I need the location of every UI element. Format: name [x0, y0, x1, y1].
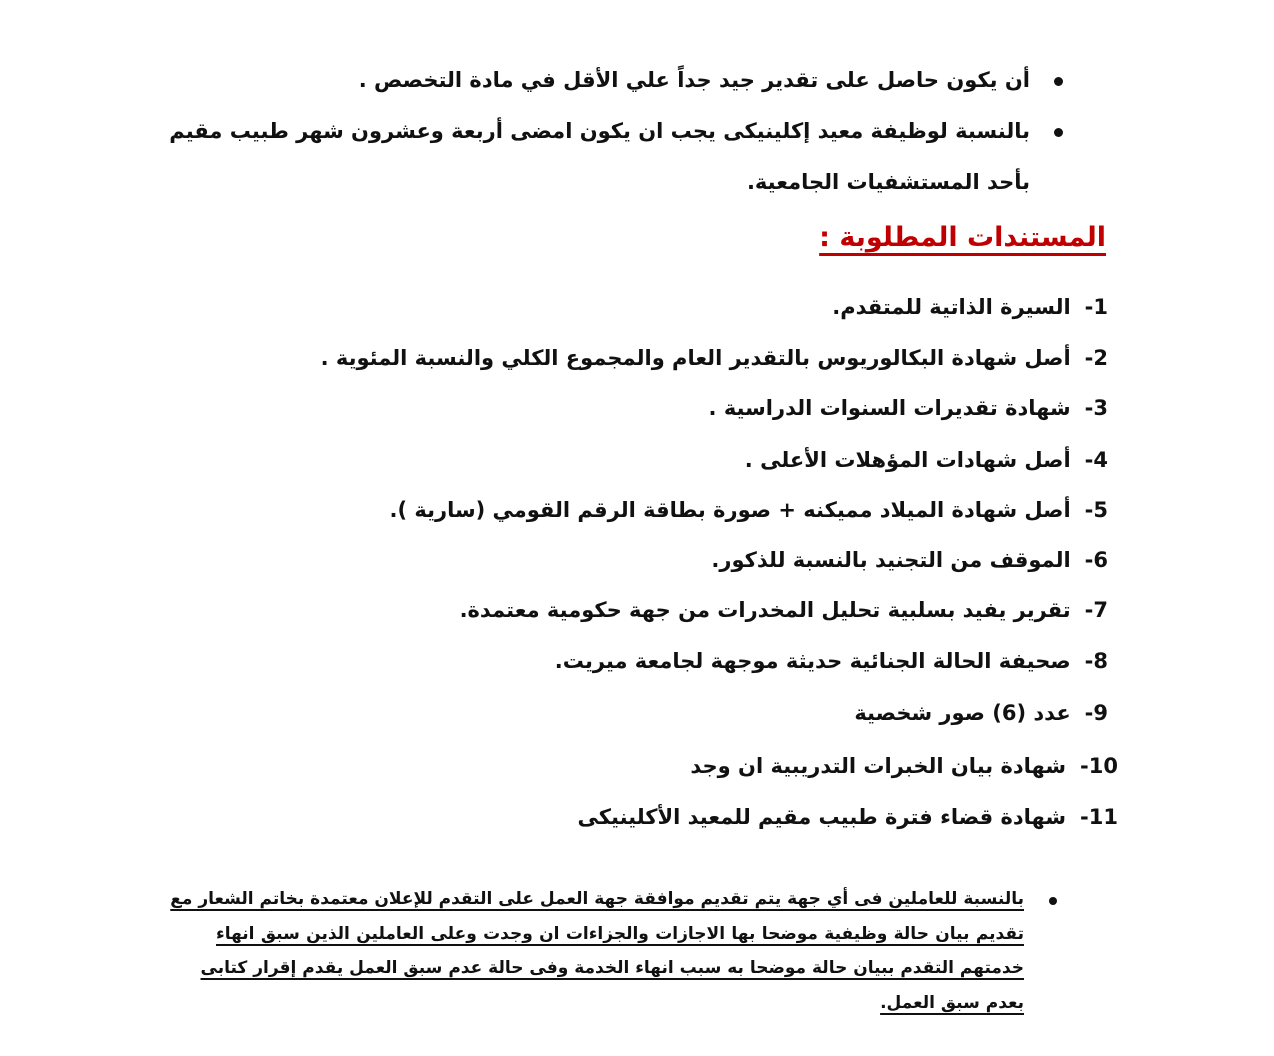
item-text: أصل شهادات المؤهلات الأعلى .	[744, 448, 1071, 472]
note-line: بعدم سبق العمل.	[880, 993, 1024, 1013]
item-number: -6	[1084, 548, 1108, 572]
bullet-icon	[1054, 128, 1063, 137]
item-number: -9	[1084, 701, 1108, 725]
list-item	[711, 550, 1108, 571]
note-line: بالنسبة للعاملين فى أي جهة يتم تقديم موافقة جهة العمل على التقدم للإعلان معتمدة بخاتم الشعار مع	[170, 889, 1024, 909]
item-number: -3	[1084, 396, 1108, 420]
item-text: صحيفة الحالة الجنائية حديثة موجهة لجامعة ميريت.	[554, 649, 1071, 673]
list-item	[460, 600, 1108, 621]
list-item	[389, 500, 1108, 521]
item-text: الموقف من التجنيد بالنسبة للذكور.	[711, 548, 1071, 572]
item-text: أصل شهادة الميلاد مميكنه + صورة بطاقة الرقم القومي (سارية ).	[389, 498, 1071, 522]
item-text: السيرة الذاتية للمتقدم.	[832, 295, 1071, 319]
list-item	[321, 348, 1108, 369]
item-number: -1	[1084, 295, 1108, 319]
item-text: أصل شهادة البكالوريوس بالتقدير العام والمجموع الكلي والنسبة المئوية .	[320, 346, 1071, 370]
list-item	[745, 450, 1108, 471]
documents-heading: المستندات المطلوبة :	[819, 222, 1106, 253]
item-number: -2	[1084, 346, 1108, 370]
item-number: -7	[1084, 598, 1108, 622]
item-number: -11	[1080, 805, 1118, 829]
requirement-clinical-residency-line1: بالنسبة لوظيفة معيد إكلينيكى يجب ان يكون امضى أربعة وعشرون شهر طبيب مقيم	[169, 119, 1030, 143]
item-number: -5	[1084, 498, 1108, 522]
list-item	[709, 398, 1108, 419]
item-text: تقرير يفيد بسلبية تحليل المخدرات من جهة حكومية معتمدة.	[459, 598, 1071, 622]
item-text: شهادة قضاء فترة طبيب مقيم للمعيد الأكلينيكى	[577, 805, 1067, 829]
requirement-clinical-residency-line2: بأحد المستشفيات الجامعية.	[746, 170, 1030, 194]
requirement-grade: أن يكون حاصل على تقدير جيد جداً علي الأقل في مادة التخصص .	[358, 68, 1030, 92]
list-item	[578, 807, 1118, 828]
item-text: شهادة بيان الخبرات التدريبية ان وجد	[690, 754, 1067, 778]
note-line: خدمتهم التقدم ببيان حالة موضحا به سبب انهاء الخدمة وفى حالة عدم سبق العمل يقدم إقرار كتابى	[200, 958, 1024, 978]
item-number: -8	[1084, 649, 1108, 673]
list-item	[555, 651, 1108, 672]
item-text: شهادة تقديرات السنوات الدراسية .	[708, 396, 1071, 420]
list-item	[690, 756, 1118, 777]
item-number: -4	[1084, 448, 1108, 472]
list-item	[854, 703, 1108, 724]
item-number: -10	[1080, 754, 1118, 778]
bullet-icon	[1049, 897, 1057, 905]
bullet-icon	[1054, 77, 1063, 86]
list-item	[832, 297, 1108, 318]
item-text: عدد (6) صور شخصية	[854, 701, 1071, 725]
note-line: تقديم بيان حالة وظيفية موضحا بها الاجازات والجزاءات ان وجدت وعلى العاملين الذين سبق انهاء	[216, 924, 1024, 944]
